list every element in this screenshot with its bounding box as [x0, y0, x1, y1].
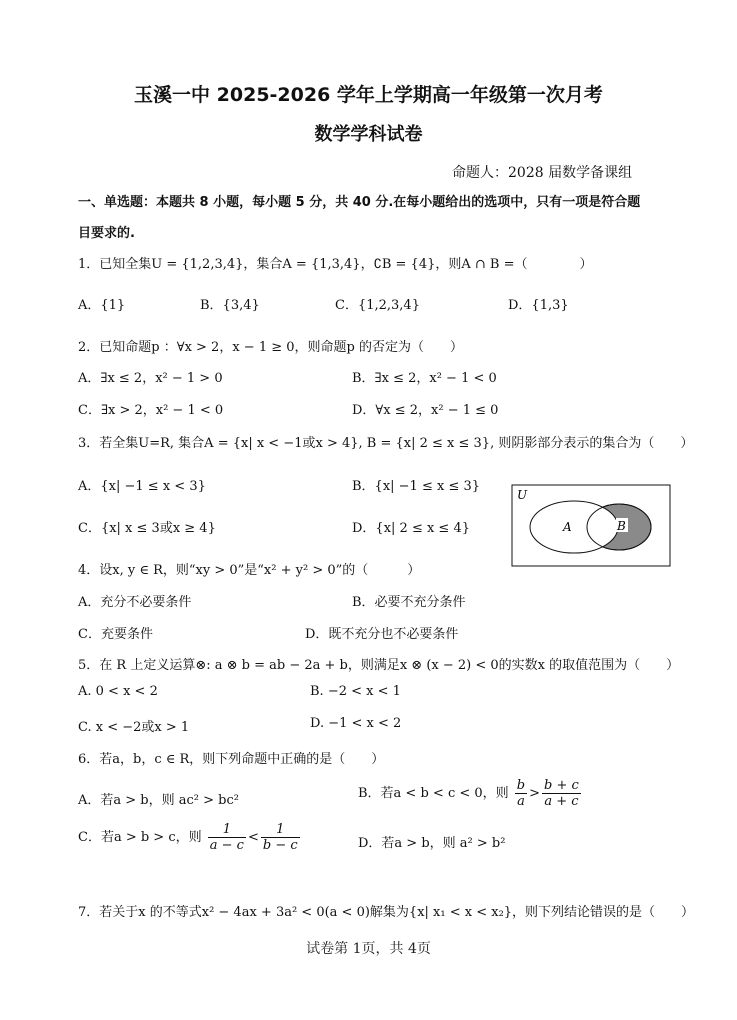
q6-c-den2: b − c [262, 838, 298, 853]
venn-u-label: U [517, 488, 528, 502]
author-line: 命题人：2028 届数学备课组 [452, 165, 633, 181]
q5-option-a: A. 0 < x < 2 [78, 684, 158, 699]
q2-option-c: C．∃x > 2，x² − 1 < 0 [78, 403, 224, 418]
q6-stem: 6．若a，b，c ∈ R，则下列命题中正确的是（ ） [78, 752, 385, 767]
q6-option-d: D．若a > b，则 a² > b² [358, 836, 506, 851]
q2-stem: 2．已知命题p ：∀x > 2，x − 1 ≥ 0，则命题p 的否定为（ ） [78, 340, 463, 355]
q1-option-d: D．{1,3} [508, 298, 569, 313]
exam-title: 玉溪一中 2025-2026 学年上学期高一年级第一次月考 [134, 84, 603, 106]
q6-option-b-fraction-right [542, 778, 581, 809]
q1-option-c: C．{1,2,3,4} [335, 298, 420, 313]
q6-b-num2: b + c [544, 778, 579, 793]
q3-option-d: D．{x| 2 ≤ x ≤ 4} [352, 521, 470, 536]
q6-option-b: B．若a < b < c < 0，则 $\frac{b}{a}$ > $\frac{b + c}{a + c}$ [358, 778, 579, 809]
q2-option-b: B．∃x ≤ 2，x² − 1 < 0 [352, 371, 497, 386]
q3-option-a: A．{x| −1 ≤ x < 3} [78, 479, 206, 494]
page-footer: 试卷第 1页，共 4页 [306, 941, 431, 957]
q5-stem: 5．在 R 上定义运算⊗: a ⊗ b = ab − 2a + b，则满足x ⊗ (x − 2) < 0的实数x 的取值范围为（ ） [78, 658, 680, 673]
q4-stem: 4．设x, y ∈ R，则“xy > 0”是“x² + y² > 0”的（ ） [78, 563, 421, 578]
q6-c-num2: 1 [261, 822, 300, 838]
q5-option-b: B. −2 < x < 1 [310, 684, 401, 699]
q1-option-b: B．{3,4} [200, 298, 260, 313]
q4-option-c: C．充要条件 [78, 627, 153, 642]
q2-option-d: D．∀x ≤ 2，x² − 1 ≤ 0 [352, 403, 499, 418]
q6-b-den2: a + c [544, 794, 579, 809]
q3-option-c: C．{x| x ≤ 3或x ≥ 4} [78, 521, 216, 536]
q2-option-a: A．∃x ≤ 2，x² − 1 > 0 [78, 371, 223, 386]
q6-b-num1: b [516, 778, 526, 793]
section-heading-line2: 目要求的. [78, 226, 135, 241]
q7-stem: 7．若关于x 的不等式x² − 4ax + 3a² < 0(a < 0)解集为{x| x₁ < x < x₂}，则下列结论错误的是（ ） [78, 905, 695, 920]
q1-stem: 1．已知全集U = {1,2,3,4}，集合A = {1,3,4}，∁B = {4}，则A ∩ B =（ ） [78, 257, 593, 272]
set-a-ellipse [530, 501, 618, 553]
q6-c-den1: a − c [209, 838, 244, 853]
q6-option-c-fraction-right [261, 822, 300, 853]
exam-subtitle: 数学学科试卷 [314, 124, 423, 145]
venn-b-label: B [617, 519, 626, 533]
q6-c-num1: 1 [208, 822, 246, 838]
q4-option-d: D．既不充分也不必要条件 [305, 627, 459, 642]
q6-option-c: C．若a > b > c，则 $\frac{1}{a - c}$ < $\frac{1}{b - c}$ [78, 822, 298, 853]
q6-option-b-text: B．若a < b < c < 0，则 [358, 786, 509, 801]
q5-option-d: D. −1 < x < 2 [310, 716, 402, 731]
q4-option-b: B．必要不充分条件 [352, 595, 466, 610]
q5-option-c: C. x < −2或x > 1 [78, 720, 190, 735]
q3-stem: 3．若全集U=R, 集合A = {x| x < −1或x > 4}, B = {x| 2 ≤ x ≤ 3}, 则阴影部分表示的集合为（ ） [78, 436, 694, 451]
q6-option-a: A．若a > b，则 ac² > bc² [78, 793, 239, 808]
q6-option-b-fraction-left [515, 778, 527, 809]
q3-option-b: B．{x| −1 ≤ x ≤ 3} [352, 479, 481, 494]
q6-b-den1: a [517, 794, 525, 809]
venn-a-label: A [563, 520, 572, 534]
venn-diagram [511, 484, 671, 567]
q4-option-a: A．充分不必要条件 [78, 595, 192, 610]
section-heading-line1: 一、单选题：本题共 8 小题，每小题 5 分，共 40 分.在每小题给出的选项中，只有一项是符合题 [78, 195, 641, 210]
q1-option-a: A．{1} [78, 298, 126, 313]
q6-option-c-fraction-left [208, 822, 246, 853]
q6-option-c-text: C．若a > b > c，则 [78, 830, 202, 845]
